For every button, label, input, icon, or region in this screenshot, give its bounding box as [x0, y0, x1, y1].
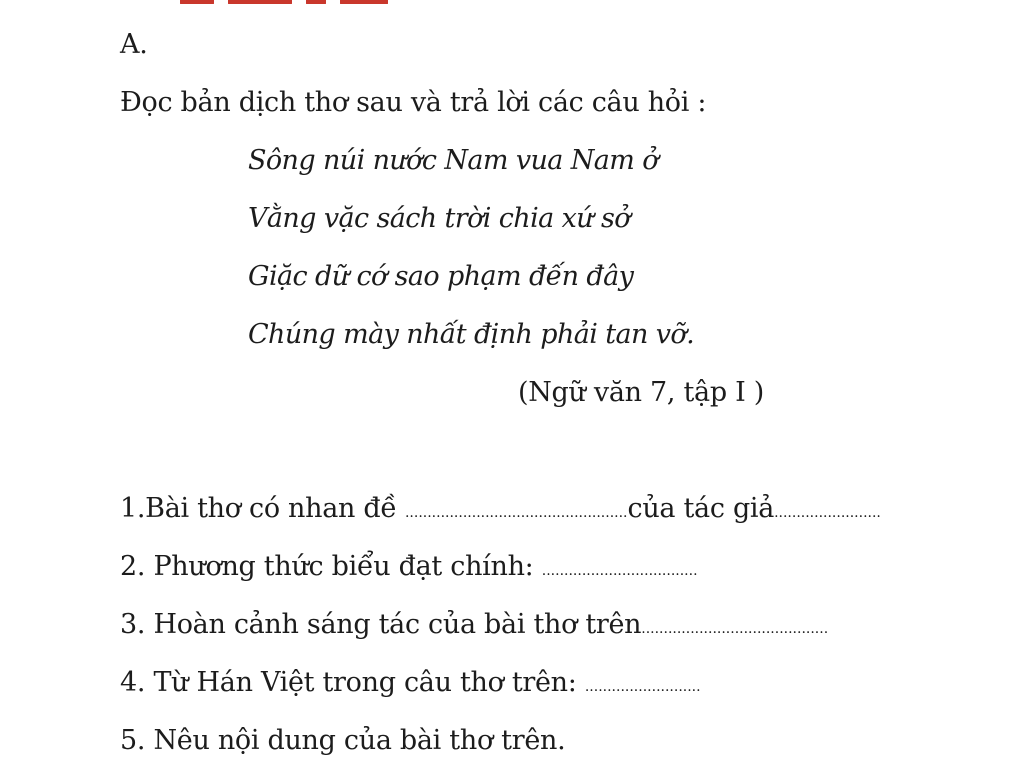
cropped-red-heading-fragment — [180, 0, 430, 4]
question-1-author-blank: ........................ — [774, 505, 881, 521]
question-2-blank: ................................... — [541, 563, 698, 579]
question-4-blank: .......................... — [584, 679, 701, 695]
poem-line-3: Giặc dữ cớ sao phạm đến đây — [248, 261, 634, 292]
poem-line-2: Vằng vặc sách trời chia xứ sở — [248, 203, 630, 234]
question-3-blank: .......................................... — [641, 621, 829, 637]
question-1-title-blank: .................................................. — [404, 505, 628, 521]
question-1 — [120, 492, 881, 530]
question-4-text: 4. Từ Hán Việt trong câu thơ trên: — [120, 667, 585, 698]
poem-line-1: Sông núi nước Nam vua Nam ở — [248, 145, 658, 176]
question-5: 5. Nêu nội dung của bài thơ trên. — [120, 725, 566, 756]
section-heading: A. — [120, 29, 148, 60]
poem-line-4: Chúng mày nhất định phải tan vỡ. — [248, 319, 695, 350]
question-4 — [120, 666, 701, 704]
question-3 — [120, 608, 828, 646]
poem-source: (Ngữ văn 7, tập I ) — [518, 377, 764, 408]
question-2 — [120, 550, 698, 588]
question-1-author-text: của tác giả — [627, 493, 775, 524]
instruction-text: Đọc bản dịch thơ sau và trả lời các câu hỏi : — [120, 87, 707, 118]
question-2-text: 2. Phương thức biểu đạt chính: — [120, 551, 542, 582]
question-1-text: 1.Bài thơ có nhan đề — [120, 493, 405, 524]
question-3-text: 3. Hoàn cảnh sáng tác của bài thơ trên — [120, 609, 642, 640]
